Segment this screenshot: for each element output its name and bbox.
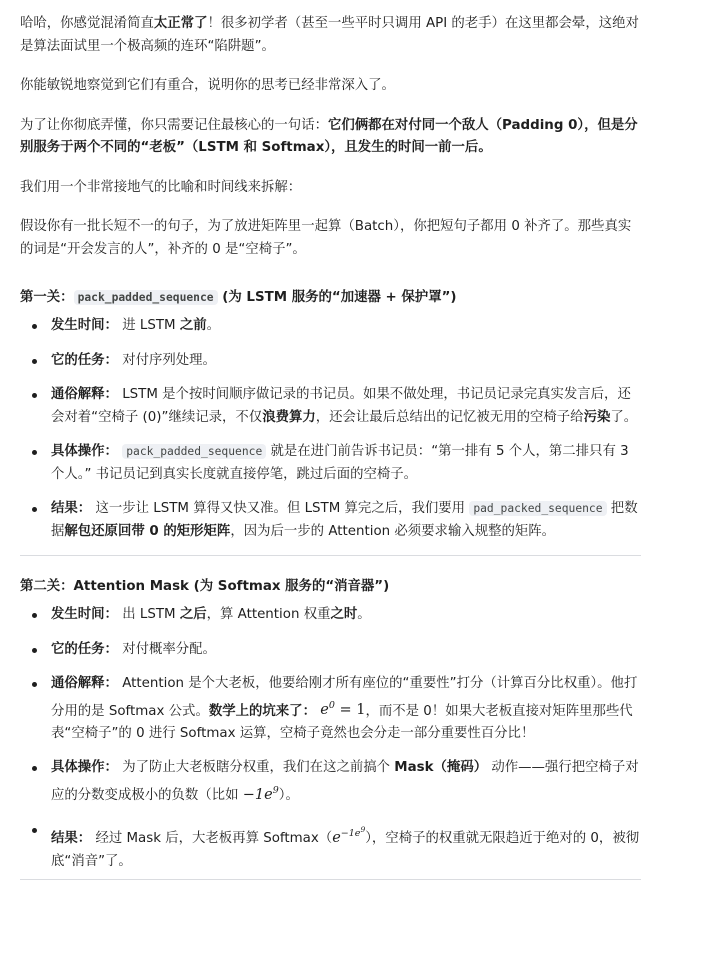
text: 经过 Mask 后，大老板再算 Softmax（ <box>95 831 333 847</box>
text: ，算 Attention 权重 <box>206 607 331 622</box>
text: 动作——强行把空椅子对应的分数变成极小的负数（比如 <box>51 760 639 803</box>
item-label: 通俗解释： <box>51 387 118 402</box>
list-item <box>51 384 641 429</box>
math-base: −1e <box>242 786 273 803</box>
text: 哈哈，你感觉混淆简直 <box>20 16 154 31</box>
text: ，而不是 0！如果大老板直接对矩阵里那些代表“空椅子”的 0 进行 Softmax 运算，空椅子竟然也会分走一部分重要性百分比！ <box>51 703 633 741</box>
text: 出 LSTM <box>122 607 180 622</box>
section1-heading <box>20 287 641 309</box>
emphasis: 之时 <box>330 607 358 622</box>
list-item <box>51 819 641 873</box>
text: ，还会让最后总结出的记忆被无用的空椅子给 <box>315 409 584 425</box>
math-base: e <box>320 702 329 719</box>
section2-heading: 第二关：Attention Mask (为 Softmax 服务的“消音器”) <box>20 579 390 594</box>
list-item <box>51 673 641 745</box>
item-label: 具体操作： <box>51 444 118 459</box>
inline-code: pack_padded_sequence <box>122 444 266 459</box>
list-item <box>51 604 641 627</box>
math-exponent: 9 <box>272 784 279 796</box>
emphasis: 浪费算力 <box>262 409 316 425</box>
text: 对付序列处理。 <box>122 352 216 368</box>
item-label: 通俗解释： <box>51 676 118 691</box>
item-label: 发生时间： <box>51 607 118 622</box>
text: (为 LSTM 服务的“加速器 + 保护罩”) <box>217 290 457 305</box>
emphasis: Mask（掩码） <box>394 760 488 776</box>
item-label: 发生时间： <box>51 318 118 333</box>
item-label: 结果： <box>51 501 92 516</box>
emphasis: 之后 <box>179 607 207 622</box>
list-item <box>51 350 641 373</box>
inline-code: pad_packed_sequence <box>469 501 606 516</box>
list-item <box>51 441 641 486</box>
item-label: 结果： <box>51 831 92 847</box>
math-base: e <box>332 830 341 847</box>
text: ，因为后一步的 Attention 必须要求输入规整的矩阵。 <box>230 523 556 539</box>
emphasis: 太正常了 <box>153 16 208 31</box>
math-formula <box>242 784 279 803</box>
text: ），空椅子的权重就无限趋近于绝对的 0，被彻底“消音”了。 <box>51 831 640 869</box>
emphasis: 污染 <box>583 409 611 425</box>
math-formula <box>320 702 365 718</box>
text: LSTM 是个按时间顺序做记录的书记员。如果不做处理，书记员记录完真实发言后，还会对着“空椅子 (0)”继续记录，不仅 <box>51 387 631 425</box>
emphasis: 数学上的坑来了： <box>208 703 316 719</box>
text: 把数据 <box>51 501 638 539</box>
item-label: 具体操作： <box>51 760 118 776</box>
text: Attention 是个大老板，他要给刚才所有座位的“重要性”打分（计算百分比权重）。他打分用的是 Softmax 公式。 <box>51 676 638 719</box>
intro-paragraph-2: 你能敏锐地察觉到它们有重合，说明你的思考已经非常深入了。 <box>20 78 395 93</box>
inline-code: pack_padded_sequence <box>74 290 218 305</box>
divider <box>20 555 641 556</box>
section2-list <box>20 604 641 873</box>
intro-paragraph-5: 假设你有一批长短不一的句子，为了放进矩阵里一起算（Batch），你把短句子都用 0 补齐了。那些真实的词是“开会发言的人”，补齐的 0 是“空椅子”。 <box>20 219 632 257</box>
intro-paragraph-4: 我们用一个非常接地气的比喻和时间线来拆解： <box>20 179 302 195</box>
text: 。 <box>357 607 371 622</box>
emphasis: 它们俩都在对付同一个敌人（Padding 0），但是分别服务于两个不同的“老板”（LSTM 和 Softmax），且发生的时间一前一后。 <box>20 117 638 155</box>
section1-list <box>20 315 641 543</box>
text: 为了让你彻底弄懂，你只需要记住最核心的一句话： <box>20 117 328 133</box>
text: 第一关： <box>20 290 74 305</box>
list-item <box>51 315 641 338</box>
text: ）。 <box>278 787 299 803</box>
text: ！很多初学者（甚至一些平时只调用 API 的老手）在这里都会晕，这绝对是算法面试里一个极高频的连环“陷阱题”。 <box>20 16 639 54</box>
text: 就是在进门前告诉书记员：“第一排有 5 个人，第二排只有 3 个人。” 书记员记到真实长度就直接停笔，跳过后面的空椅子。 <box>51 444 629 482</box>
text: 对付概率分配。 <box>122 641 216 657</box>
list-item <box>51 757 641 807</box>
math-exponent: −1e <box>340 828 361 840</box>
text: 了。 <box>610 409 638 425</box>
item-label: 它的任务： <box>51 352 118 368</box>
emphasis: 之前 <box>179 318 207 333</box>
intro-paragraph-3 <box>20 115 641 160</box>
emphasis: 解包还原回带 0 的矩形矩阵 <box>64 523 231 539</box>
text: 进 LSTM <box>122 318 180 333</box>
text: 。 <box>206 318 220 333</box>
math-exponent: 0 <box>328 700 335 712</box>
divider <box>20 879 641 880</box>
intro-paragraph-1 <box>20 13 641 58</box>
math-exponent-nested: 9 <box>360 825 366 835</box>
text: 为了防止大老板瞎分权重，我们在这之前搞个 <box>122 760 395 776</box>
list-item <box>51 498 641 543</box>
item-label: 它的任务： <box>51 641 118 657</box>
text: 这一步让 LSTM 算得又快又准。但 LSTM 算完之后，我们要用 <box>95 501 470 516</box>
math-rest: = 1 <box>334 702 366 719</box>
list-item <box>51 639 641 662</box>
math-formula <box>332 825 366 847</box>
